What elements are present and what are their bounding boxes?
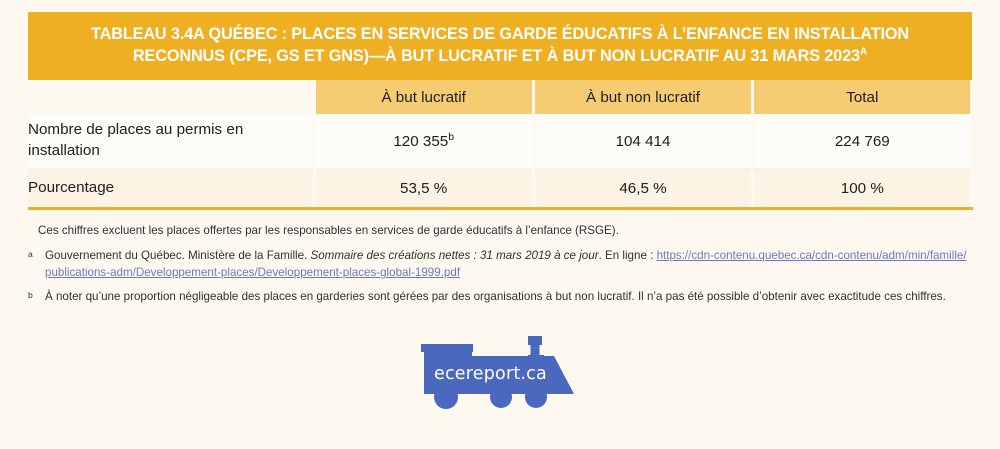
column-header-blank xyxy=(28,80,314,114)
site-logo-area xyxy=(0,330,1000,420)
cell-nombre-lucratif xyxy=(314,114,533,169)
footnote-b xyxy=(28,288,972,305)
row-label-pourcentage: Pourcentage xyxy=(28,169,314,209)
figure-title-text: TABLEAU 3.4A QUÉBEC : PLACES EN SERVICES DE GARDE ÉDUCATIFS À L’ENFANCE EN INSTALLATION RECONNUS (CPE, GS ET GNS)—À BUT LUCRATIF ET À BUT NON LUCRATIF AU 31 MARS 2023 xyxy=(91,25,909,65)
footnote-a-text-before: Gouvernement du Québec. Ministère de la Famille. xyxy=(45,249,311,263)
column-header-total: Total xyxy=(753,80,972,114)
footnote-a-marker: a xyxy=(28,249,33,260)
footnote-b-body: À noter qu’une proportion négligeable des places en garderies sont gérées par des organisations à but non lucratif. Il n’a pas été possible d’obtenir avec exactitude ces chiffres. xyxy=(45,290,946,304)
footnote-a xyxy=(28,247,972,281)
column-header-lucratif: À but lucratif xyxy=(314,80,533,114)
cell-footnote-marker: b xyxy=(448,131,454,143)
table-row xyxy=(28,169,972,209)
footnote-general: Ces chiffres excluent les places offertes par les responsables en services de garde éducatifs à l’enfance (RSGE). xyxy=(38,224,619,237)
figure-title xyxy=(28,12,972,80)
cell-nombre-non-lucratif: 104 414 xyxy=(533,114,752,169)
footnote-a-source-link[interactable]: https://cdn-contenu.quebec.ca/cdn-contenu/adm/min/famille/publications-adm/Developpement-places/Developpement-places-global-1999.pdf xyxy=(45,249,967,280)
column-header-non-lucratif: À but non lucratif xyxy=(533,80,752,114)
cell-pourcentage-lucratif: 53,5 % xyxy=(314,169,533,209)
table-row xyxy=(28,114,972,169)
footnote-a-italic-title: Sommaire des créations nettes : 31 mars 2019 à ce jour xyxy=(310,249,599,263)
footnotes xyxy=(28,222,972,313)
logo-wordmark: ecereport.ca xyxy=(434,364,547,384)
cell-nombre-total: 224 769 xyxy=(753,114,972,169)
cell-pourcentage-non-lucratif: 46,5 % xyxy=(533,169,752,209)
footnote-b-marker: b xyxy=(28,290,33,301)
table-header-row xyxy=(28,80,972,114)
cell-pourcentage-total: 100 % xyxy=(753,169,972,209)
cell-value: 120 355 xyxy=(393,132,449,150)
data-table-wrapper xyxy=(28,80,972,210)
footnote-a-body xyxy=(45,247,972,281)
footnote-a-text-after: . En ligne : xyxy=(598,249,657,263)
figure-title-footnote-marker: A xyxy=(859,46,868,58)
ecereport-logo[interactable] xyxy=(416,336,584,414)
row-label-nombre-de-places: Nombre de places au permis en installation xyxy=(28,114,314,169)
data-table xyxy=(28,80,973,210)
